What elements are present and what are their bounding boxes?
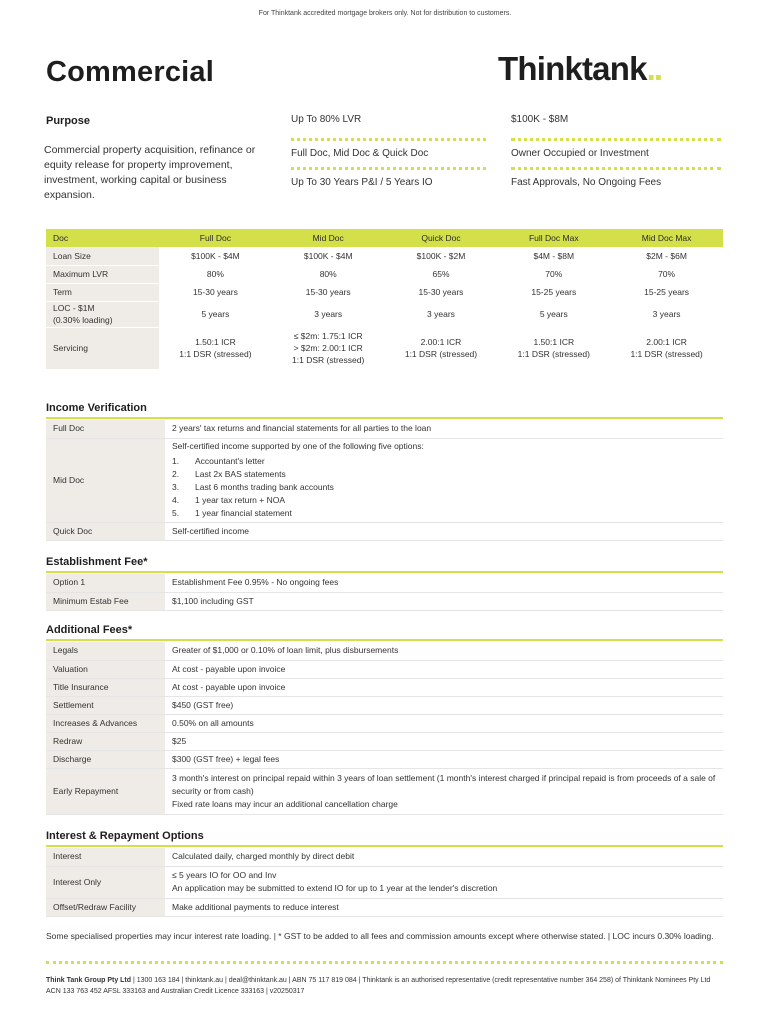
servicing-line: 1:1 DSR (stressed) [517, 349, 590, 359]
footer-divider [46, 961, 723, 964]
estab-value-minimum: $1,100 including GST [165, 592, 723, 610]
early-repayment-line-2: Fixed rate loans may incur an additional cancellation charge [172, 798, 398, 809]
table-row [46, 420, 723, 438]
footer [46, 975, 726, 997]
table-cell: 5 years [159, 301, 272, 327]
footnote: Some specialised properties may incur interest rate loading. | * GST to be added to all fees and commission amounts except where otherwise stated. | LOC incurs 0.30% loading. [46, 931, 714, 941]
feature-doc-types: Full Doc, Mid Doc & Quick Doc [291, 141, 486, 170]
income-verification-heading: Income Verification [46, 402, 723, 419]
income-verification-table [46, 420, 723, 541]
table-cell: 15-25 years [610, 283, 723, 301]
list-item [172, 507, 716, 520]
table-cell: $4M - $8M [497, 247, 610, 265]
table-cell: $100K - $4M [272, 247, 385, 265]
feature-column-2 [511, 112, 721, 199]
list-text: Accountant's letter [195, 456, 265, 466]
feature-approvals: Fast Approvals, No Ongoing Fees [511, 177, 662, 188]
servicing-line: 1.50:1 ICR [195, 337, 236, 347]
interest-repayment-table [46, 848, 723, 917]
fee-key-valuation: Valuation [46, 660, 165, 678]
income-value-full-doc: 2 years' tax returns and financial statements for all parties to the loan [165, 420, 723, 438]
loc-label-line1: LOC - $1M [53, 303, 95, 313]
table-cell [610, 327, 723, 369]
feature-loan-range: $100K - $8M [511, 112, 721, 141]
table-row [46, 283, 723, 301]
servicing-line: 1:1 DSR (stressed) [179, 349, 252, 359]
purpose-text: Commercial property acquisition, refinance or equity release for property improvement, investment, working capital or business expansion. [44, 144, 256, 201]
list-number: 1. [172, 456, 180, 466]
table-cell: 70% [610, 265, 723, 283]
table-row [46, 678, 723, 696]
offset-redraw-key: Offset/Redraw Facility [46, 898, 165, 916]
purpose-heading: Purpose [46, 115, 91, 127]
table-cell: 3 years [385, 301, 498, 327]
income-key-full-doc: Full Doc [46, 420, 165, 438]
table-row [46, 866, 723, 898]
distribution-disclaimer: For Thinktank accredited mortgage brokers only. Not for distribution to customers. [258, 10, 512, 17]
table-row [46, 898, 723, 916]
fee-key-title-insurance: Title Insurance [46, 678, 165, 696]
fee-key-discharge: Discharge [46, 750, 165, 768]
table-cell: $100K - $4M [159, 247, 272, 265]
table-cell: 15-25 years [497, 283, 610, 301]
product-table [46, 229, 723, 370]
col-header-mid-doc-max: Mid Doc Max [610, 229, 723, 247]
fee-value-valuation: At cost - payable upon invoice [165, 660, 723, 678]
fee-value-redraw: $25 [165, 732, 723, 750]
table-row [46, 592, 723, 610]
fee-value-title-insurance: At cost - payable upon invoice [165, 678, 723, 696]
servicing-line: 2.00:1 ICR [646, 337, 687, 347]
table-row [46, 301, 723, 327]
servicing-line: > $2m: 2.00:1 ICR [293, 343, 363, 353]
fee-value-legals: Greater of $1,000 or 0.10% of loan limit, plus disbursements [165, 642, 723, 660]
table-cell [385, 327, 498, 369]
row-label-term: Term [46, 283, 159, 301]
list-item [172, 481, 716, 494]
income-key-mid-doc: Mid Doc [46, 438, 165, 522]
table-cell: 70% [497, 265, 610, 283]
loc-label-line2: (0.30% loading) [53, 315, 113, 325]
feature-lvr: Up To 80% LVR [291, 112, 486, 141]
fee-key-early-repayment: Early Repayment [46, 768, 165, 814]
row-label-loc [46, 301, 159, 327]
table-row [46, 732, 723, 750]
table-cell: 3 years [610, 301, 723, 327]
income-value-mid-doc [165, 438, 723, 522]
table-row [46, 660, 723, 678]
table-row [46, 696, 723, 714]
income-key-quick-doc: Quick Doc [46, 522, 165, 540]
feature-term: Up To 30 Years P&I / 5 Years IO [291, 177, 433, 188]
table-cell: 80% [159, 265, 272, 283]
list-number: 3. [172, 482, 180, 492]
list-item [172, 468, 716, 481]
additional-fees-table [46, 642, 723, 815]
table-cell: 15-30 years [385, 283, 498, 301]
logo-dots: .. [646, 50, 661, 87]
fee-key-settlement: Settlement [46, 696, 165, 714]
mid-doc-options-list [172, 455, 716, 520]
table-row [46, 438, 723, 522]
table-cell: 80% [272, 265, 385, 283]
additional-fees-heading: Additional Fees* [46, 624, 723, 641]
estab-value-option-1: Establishment Fee 0.95% - No ongoing fees [165, 574, 723, 592]
table-cell: 15-30 years [272, 283, 385, 301]
income-value-quick-doc: Self-certified income [165, 522, 723, 540]
col-header-full-doc: Full Doc [159, 229, 272, 247]
table-row [46, 574, 723, 592]
row-label-max-lvr: Maximum LVR [46, 265, 159, 283]
table-cell: 15-30 years [159, 283, 272, 301]
servicing-line: 1:1 DSR (stressed) [292, 355, 365, 365]
fee-value-early-repayment [165, 768, 723, 814]
interest-repayment-heading: Interest & Repayment Options [46, 830, 723, 847]
servicing-line: 2.00:1 ICR [420, 337, 462, 347]
table-cell: 65% [385, 265, 498, 283]
servicing-line: 1.50:1 ICR [533, 337, 575, 347]
logo-wordmark: Thinktank [498, 50, 647, 87]
servicing-line: 1:1 DSR (stressed) [404, 349, 478, 359]
estab-key-option-1: Option 1 [46, 574, 165, 592]
list-item [172, 494, 716, 507]
fee-value-increases: 0.50% on all amounts [165, 714, 723, 732]
row-label-loan-size: Loan Size [46, 247, 159, 265]
list-text: 1 year financial statement [195, 508, 292, 518]
footer-company: Think Tank Group Pty Ltd [46, 977, 132, 984]
table-row [46, 327, 723, 369]
product-table-header [46, 229, 723, 247]
feature-occupancy: Owner Occupied or Investment [511, 141, 721, 170]
fee-key-redraw: Redraw [46, 732, 165, 750]
fee-key-increases: Increases & Advances [46, 714, 165, 732]
servicing-line: ≤ $2m: 1.75:1 ICR [293, 331, 363, 341]
list-number: 5. [172, 508, 180, 518]
table-row [46, 750, 723, 768]
list-number: 4. [172, 495, 180, 505]
fee-value-discharge: $300 (GST free) + legal fees [165, 750, 723, 768]
table-cell: $2M - $6M [610, 247, 723, 265]
list-text: Last 6 months trading bank accounts [195, 482, 334, 492]
table-cell: 3 years [272, 301, 385, 327]
interest-key: Interest [46, 848, 165, 866]
col-header-full-doc-max: Full Doc Max [497, 229, 610, 247]
interest-value: Calculated daily, charged monthly by direct debit [165, 848, 723, 866]
fee-value-settlement: $450 (GST free) [165, 696, 723, 714]
interest-only-key: Interest Only [46, 866, 165, 898]
early-repayment-line-1: 3 month's interest on principal repaid within 3 years of loan settlement (1 month's interest charged if principal repaid is from proceeds of a sale of security or from cash) [172, 772, 716, 796]
list-item [172, 455, 716, 468]
table-cell [497, 327, 610, 369]
table-row [46, 265, 723, 283]
col-header-mid-doc: Mid Doc [272, 229, 385, 247]
table-cell [159, 327, 272, 369]
fee-key-legals: Legals [46, 642, 165, 660]
row-label-servicing: Servicing [46, 327, 159, 369]
footer-text: | 1300 163 184 | thinktank.au | deal@thinktank.au | ABN 75 117 819 084 | Thinktank is an authorised representative (credit representative number 364 258) of Thinktank Nominees Pty Ltd ACN 133 763 452 AFSL 333163 and Australian Credit Licence 333163 | v20250317 [46, 977, 711, 995]
establishment-fee-table [46, 574, 723, 611]
col-header-doc: Doc [46, 229, 159, 247]
interest-only-line-2: An application may be submitted to extend IO for up to 1 year at the lender's discretion [172, 883, 498, 893]
list-number: 2. [172, 469, 180, 479]
table-row [46, 768, 723, 814]
list-text: Last 2x BAS statements [195, 469, 286, 479]
table-row [46, 848, 723, 866]
table-row [46, 522, 723, 540]
list-text: 1 year tax return + NOA [195, 495, 285, 505]
mid-doc-intro: Self-certified income supported by one of the following five options: [172, 441, 429, 451]
interest-only-value [165, 866, 723, 898]
interest-only-line-1: ≤ 5 years IO for OO and Inv [172, 870, 277, 880]
table-cell: 5 years [497, 301, 610, 327]
servicing-line: 1:1 DSR (stressed) [630, 349, 703, 359]
establishment-fee-heading: Establishment Fee* [46, 556, 723, 573]
thinktank-logo [498, 50, 661, 88]
table-row [46, 714, 723, 732]
table-cell: $100K - $2M [385, 247, 498, 265]
col-header-quick-doc: Quick Doc [385, 229, 498, 247]
page-title: Commercial [46, 56, 215, 88]
feature-column-1 [291, 112, 486, 199]
table-cell [272, 327, 385, 369]
estab-key-minimum: Minimum Estab Fee [46, 592, 165, 610]
offset-redraw-value: Make additional payments to reduce interest [165, 898, 723, 916]
table-row [46, 642, 723, 660]
table-row [46, 247, 723, 265]
